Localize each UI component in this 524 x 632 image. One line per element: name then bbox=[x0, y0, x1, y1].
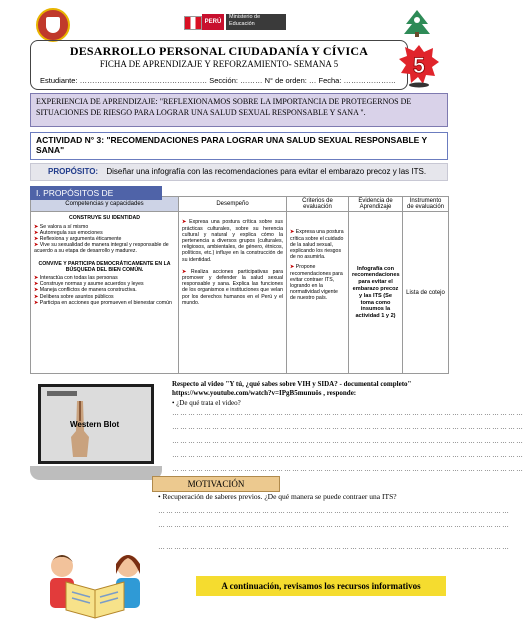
experiencia-text: EXPERIENCIA DE APRENDIZAJE: "REFLEXIONAMOS SOBRE LA IMPORTANCIA DE PROTEGERNOS DE SITUACIONES DE RIESGO PARA LOGRAR UNA SALUD SEXUAL RESPONSABLE Y SANA ". bbox=[36, 97, 412, 117]
screen-caption: Western Blot bbox=[70, 420, 120, 429]
competency-title: CONVIVE Y PARTICIPA DEMOCRÁTICAMENTE EN LA BÚSQUEDA DEL BIEN COMÚN. bbox=[38, 260, 171, 273]
competencias-cell bbox=[31, 212, 179, 374]
table-header: Desempeño bbox=[179, 197, 287, 212]
education-logo-icon bbox=[400, 8, 434, 38]
answer-line[interactable]: …………………………………………………………………………………………………………………… bbox=[172, 466, 524, 473]
table-header: Competencias y capacidades bbox=[31, 197, 179, 212]
list-item: ➤ Autorregula sus emociones bbox=[34, 229, 103, 236]
video-question bbox=[172, 380, 452, 408]
question-bullet: • ¿De qué trata el video? bbox=[172, 399, 241, 407]
list-item: ➤ Participa en acciones que promueven el bienestar común bbox=[34, 299, 172, 306]
proposito-label: PROPÓSITO: bbox=[48, 167, 99, 176]
answer-line[interactable]: …………………………………………………………………………………………………………………… bbox=[172, 438, 524, 445]
children-reading-illustration bbox=[36, 548, 154, 622]
motivacion-heading: MOTIVACIÓN bbox=[152, 476, 280, 492]
badge-number: 5 bbox=[412, 53, 426, 78]
hand-icon bbox=[69, 401, 91, 457]
desempeno-cell bbox=[179, 212, 287, 374]
evidencia-text: Infografía con recomendaciones para evitar el embarazo precoz y las ITS (Se toma como insumos la actividad 1 y 2) bbox=[352, 265, 400, 320]
answer-line[interactable]: …………………………………………………………………………………………………………………… bbox=[172, 410, 524, 417]
list-item: ➤ Vive su sexualidad de manera integral y responsable de acuerdo a su etapa de desarrollo y madurez. bbox=[34, 242, 169, 255]
table-header: Evidencia de Aprendizaje bbox=[349, 197, 403, 212]
section-heading-propositos: I. PROPÓSITOS DE bbox=[30, 186, 162, 200]
page-subtitle: FICHA DE APRENDIZAJE Y REFORZAMIENTO- SEMANA 5 bbox=[99, 59, 339, 69]
video-intro: Respecto al video "Y tú, ¿qué sabes sobre VIH y SIDA? - documental completo" https://www.youtube.com/watch?v=IPgB5munuôs , responde: bbox=[172, 380, 412, 397]
list-item: ➤ Reflexiona y argumenta éticamente bbox=[34, 236, 122, 243]
criterios-cell bbox=[287, 212, 349, 374]
desempeno-text: ➤ Realiza acciones participativas para promover y defender la salud sexual responsable y sana. Explica las funciones de los organismos e instituciones que velan por los derechos humanos en el Perú y el mundo. bbox=[182, 268, 283, 306]
ministerio-label: Ministerio de Educación bbox=[226, 14, 286, 30]
answer-line[interactable]: …………………………………………………………………………………………………………………… bbox=[158, 522, 510, 529]
actividad-title bbox=[36, 135, 444, 155]
instrumento-cell bbox=[403, 212, 449, 374]
number-five-badge bbox=[398, 44, 440, 88]
answer-line[interactable]: …………………………………………………………………………………………………………………… bbox=[172, 452, 524, 459]
proposito-text: Diseñar una infografía con las recomendaciones para evitar el embarazo precoz y las ITS. bbox=[106, 167, 427, 176]
answer-line[interactable]: …………………………………………………………………………………………………………………… bbox=[158, 508, 510, 515]
school-crest-icon bbox=[36, 8, 70, 42]
motivacion-question: • Recuperación de saberes previos. ¿De qué manera se puede contraer una ITS? bbox=[158, 492, 397, 501]
competency-title: CONSTRUYE SU IDENTIDAD bbox=[69, 215, 140, 222]
instrumento-text: Lista de cotejo bbox=[406, 289, 445, 296]
table-header: Instrumento de evaluación bbox=[403, 197, 449, 212]
criterio-text: ➤ Expresa una postura crítica sobre el cuidado de la salud sexual, explicando los riesgos de no asumirla. bbox=[290, 229, 344, 261]
student-info-line: Estudiante: …………………………………………… Sección: ……… N° de orden: … Fecha: ………………… bbox=[40, 76, 396, 85]
list-item: ➤ Maneja conflictos de manera constructiva. bbox=[34, 287, 137, 294]
answer-line[interactable]: …………………………………………………………………………………………………………………… bbox=[158, 544, 510, 551]
list-item: ➤ Delibera sobre asuntos públicos bbox=[34, 293, 114, 300]
video-title-bar bbox=[47, 391, 77, 396]
actividad-text: ACTIVIDAD N° 3: "RECOMENDACIONES PARA LOGRAR UNA SALUD SEXUAL RESPONSABLE Y SANA" bbox=[36, 135, 428, 155]
table-header: Criterios de evaluación bbox=[287, 197, 349, 212]
list-item: ➤ Interactúa con todas las personas bbox=[34, 275, 118, 282]
criterio-text: ➤ Propone recomendaciones para evitar contraer ITS, logrando en la normatividad vigente de nuestro país. bbox=[290, 264, 343, 302]
proposito-line bbox=[48, 167, 426, 176]
resources-banner: A continuación, revisamos los recursos informativos bbox=[196, 576, 446, 596]
evidencia-cell bbox=[349, 212, 403, 374]
desempeno-text: ➤ Expresa una postura crítica sobre sus prácticas culturales, sobre su herencia cultural y natural y explica cómo la pertenencia a diversos grupos (culturales, religiosos, ambientales, de género, étnicos, políticos, etc.) influye en la construcción de su identidad. bbox=[182, 219, 284, 263]
list-item: ➤ Se valora a sí mismo bbox=[34, 223, 89, 230]
page-title: DESARROLLO PERSONAL CIUDADANÍA Y CÍVICA bbox=[69, 44, 369, 58]
competencias-table bbox=[30, 196, 449, 374]
laptop-base bbox=[30, 466, 162, 480]
peru-label: PERÚ bbox=[202, 14, 224, 30]
peru-flag-icon bbox=[184, 16, 202, 30]
list-item: ➤ Construye normas y asume acuerdos y leyes bbox=[34, 281, 144, 288]
answer-line[interactable]: …………………………………………………………………………………………………………………… bbox=[172, 424, 524, 431]
